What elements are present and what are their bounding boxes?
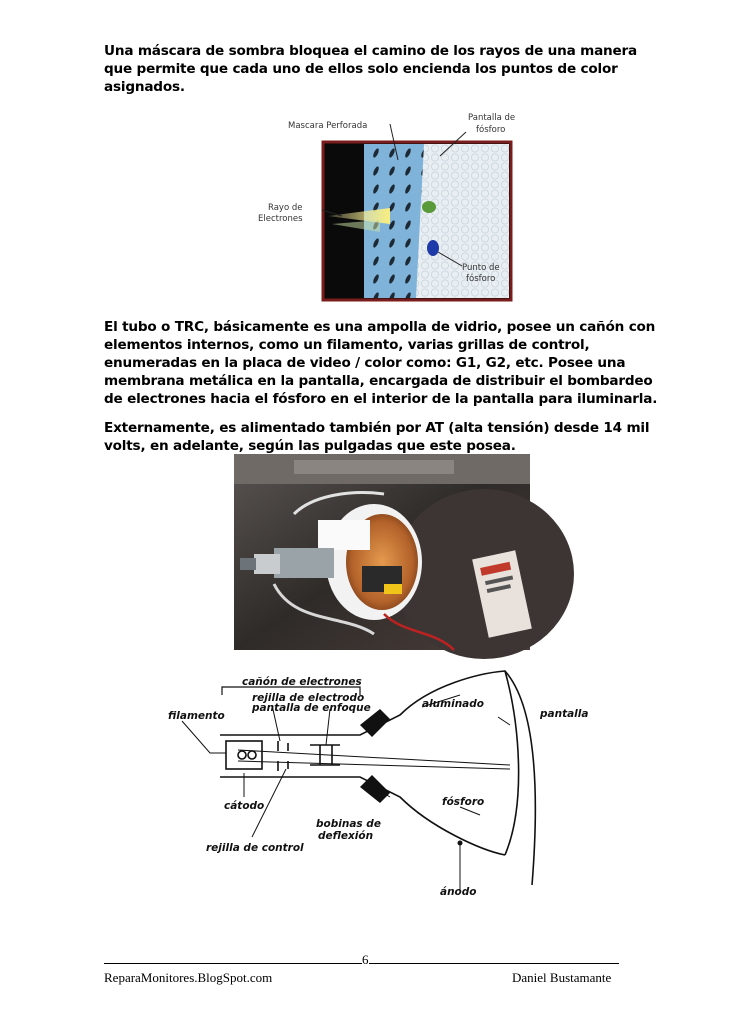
label-deflection-coils-2: deflexión (318, 830, 374, 842)
label-screen-grid-1: rejilla de (252, 692, 305, 704)
paragraph-trc-description: El tubo o TRC, básicamente es una ampolla de vidrio, posee un cañón con elementos internos, como un filamento, varias grillas de control, enumeradas en la placa de video / color como: G1, G2, etc. Posee una membrana metálica en la pantalla, encargada de distribuir el bombardeo de electrones hacia el fósforo en el interior de la pantalla para iluminarla. (104, 319, 658, 407)
label-phosphor-screen-1: Pantalla de (468, 113, 516, 123)
label-cathode: cátodo (224, 800, 265, 812)
label-focus-electrode-2: de enfoque (304, 702, 371, 714)
footer-rule (104, 952, 624, 968)
label-electron-gun: cañón de electrones (242, 676, 362, 688)
footer-author: Daniel Bustamante (512, 970, 612, 985)
label-phosphor-screen-2: fósforo (476, 125, 506, 135)
paragraph-shadow-mask: Una máscara de sombra bloquea el camino de los rayos de una manera que permite que cada uno de ellos solo encienda los puntos de color asignados. (104, 43, 638, 95)
label-anode: ánodo (440, 886, 477, 898)
label-filament: filamento (168, 710, 225, 722)
label-aluminized: aluminado (422, 698, 484, 710)
label-perforated-mask: Mascara Perforada (288, 121, 368, 131)
label-deflection-coils-1: bobinas de (316, 818, 381, 830)
label-control-grid: rejilla de control (206, 842, 304, 854)
label-screen-grid-2: pantalla (252, 702, 301, 714)
label-phosphor: fósforo (442, 796, 485, 808)
crt-neck-photo (234, 454, 530, 650)
crt-diagram (160, 665, 589, 900)
label-focus-electrode-1: electrodo (308, 692, 365, 704)
page-number: 6 (362, 952, 369, 967)
label-electron-ray-1: Rayo de (268, 203, 303, 213)
label-phosphor-dot-1: Punto de (462, 263, 500, 273)
label-phosphor-dot-2: fósforo (466, 274, 496, 284)
paragraph-high-voltage: Externamente, es alimentado también por AT (alta tensión) desde 14 mil volts, en adelante, según las pulgadas que este posea. (104, 420, 650, 454)
label-electron-ray-2: Electrones (258, 214, 303, 224)
shadow-mask-figure (240, 108, 530, 308)
label-screen: pantalla (540, 708, 589, 720)
footer-site: ReparaMonitores.BlogSpot.com (104, 970, 273, 985)
